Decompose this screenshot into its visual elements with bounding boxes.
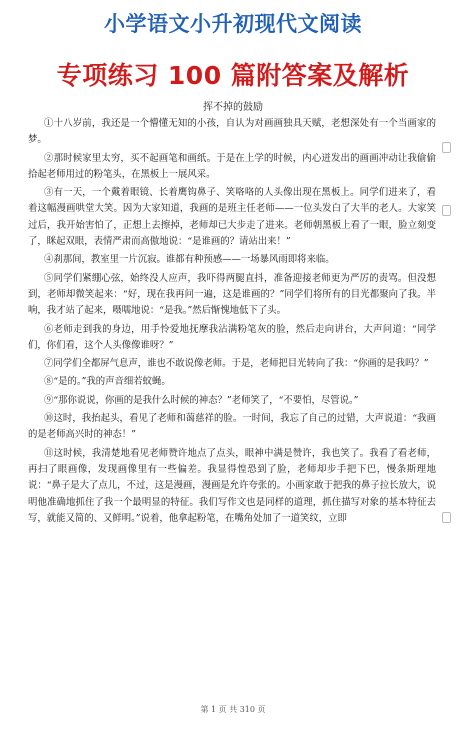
- article-body: [28, 116, 436, 529]
- page-footer: 第 1 页 共 310 页: [200, 705, 266, 714]
- paragraph-7: ⑦同学们全都屏气息声，谁也不敢说像老师。于是，老师把目光转向了我：“你画的是我吗？”: [44, 358, 429, 370]
- document-title: 小学语文小升初现代文阅读: [104, 12, 362, 36]
- paragraph-4: ④刹那间，教室里一片沉寂。谁都有种预感——一场暴风雨即将来临。: [44, 254, 335, 266]
- article-title: 挥不掉的鼓励: [203, 102, 263, 113]
- paragraph-2: ②那时候家里太穷，买不起画笔和画纸。于是在上学的时候，内心迸发出的画画冲动让我偷偷拾起老师用过的粉笔头，在黑板上一展风采。: [28, 152, 436, 180]
- paragraph-10: ⑩这时，我抬起头，看见了老师和蔼慈祥的脸。一时间，我忘了自己的过错，大声说道：“我画的是老师高兴时的神态！”: [28, 413, 436, 441]
- comment-marker-icon[interactable]: [442, 512, 451, 523]
- paragraph-9: ⑨“那你说说，你画的是我什么时候的神态？”老师笑了，“不要怕，尽管说。”: [44, 394, 359, 406]
- paragraph-3: ③有一天，一个戴着眼镜、长着鹰钩鼻子、笑咯咯的人头像出现在黑板上。同学们进来了，看着这幅漫画哄堂大笑。因为大家知道，我画的是班主任老师——一位头发白了大半的老人。大家笑过后，我开始害怕了，正想上去擦掉，老师却已大步走了进来。老师朝黑板上看了一眼，脸立刻变了，眯起双眼，表情严肃而高傲地说：“是谁画的？请站出来！”: [28, 187, 436, 248]
- document-subtitle: 专项练习 100 篇附答案及解析: [56, 61, 410, 90]
- comment-marker-icon[interactable]: [442, 205, 451, 216]
- paragraph-8: ⑧“是的。”我的声音细若蚊蝇。: [44, 376, 171, 388]
- paragraph-1: ①十八岁前，我还是一个懵懂无知的小孩，自认为对画画独具天赋，老想深处有一个当画家的梦。: [28, 118, 436, 146]
- paragraph-11: ⑪这时候，我清楚地看见老师赞许地点了点头，眼神中满是赞许，我也笑了。我看了看老师，再扫了眼画像，发现画像里有一些偏差。我显得惶恐到了脸，老师却步手把下巴，慢条斯理地说：“鼻子是大了点儿，不过，这是漫画，漫画是允许夸张的。小画家敢于把我的鼻子拉长放大，说明他准确地抓住了我一个最明显的特征。我们写作文也是同样的道理，抓住描写对象的基本特征去写，就能又简的、又鲜明。”说着，他拿起粉笔，在嘴角处加了一道笑纹，立即: [28, 447, 436, 524]
- paragraph-6: ⑥老师走到我的身边，用手怜爱地抚摩我沾满粉笔灰的脸，然后走向讲台，大声问道：“同学们，你们看，这个人头像像谁呀？”: [28, 323, 436, 351]
- comment-marker-icon[interactable]: [442, 142, 451, 153]
- paragraph-5: ⑤同学们紧绷心弦，始终没人应声，我吓得两腿直抖，准备迎接老师更为严厉的责骂。但没想到，老师却微笑起来：“好，现在我再问一遍，这是谁画的？”同学们将所有的目光都聚向了我。半响，我才站了起来，嗫嚅地说：“是我。”然后惭愧地低下了头。: [28, 272, 436, 317]
